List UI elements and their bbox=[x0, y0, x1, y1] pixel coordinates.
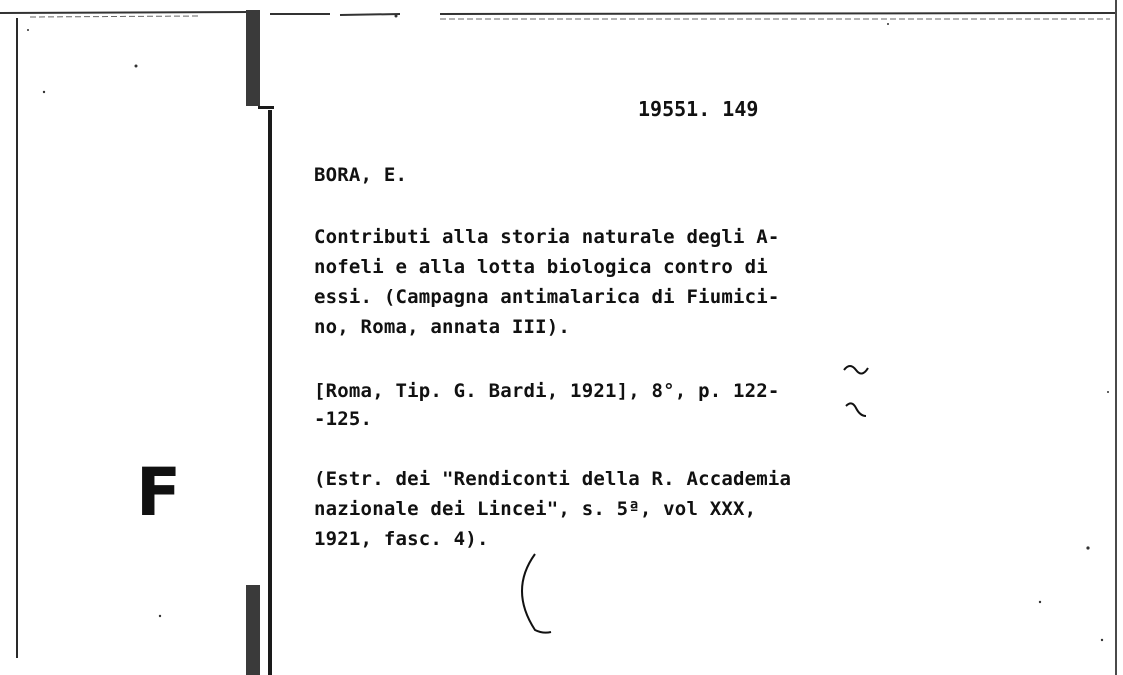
imprint-line-1: [Roma, Tip. G. Bardi, 1921], 8°, p. 122- bbox=[314, 380, 780, 402]
title-line-4: no, Roma, annata III). bbox=[314, 316, 571, 338]
title-line-1: Contributi alla storia naturale degli A- bbox=[314, 226, 780, 248]
title-line-3: essi. (Campagna antimalarica di Fiumici- bbox=[314, 286, 780, 308]
note-line-1: (Estr. dei "Rendiconti della R. Accademia bbox=[314, 468, 792, 490]
note-line-2: nazionale dei Lincei", s. 5ª, vol XXX, bbox=[314, 498, 757, 520]
note-line-3: 1921, fasc. 4). bbox=[314, 528, 489, 550]
file-drawer-letter: F bbox=[136, 454, 182, 531]
title-line-2: nofeli e alla lotta biologica contro di bbox=[314, 256, 768, 278]
author-line: BORA, E. bbox=[314, 164, 408, 186]
imprint-line-2: -125. bbox=[314, 408, 373, 430]
card-catalog-number: 19551. 149 bbox=[638, 97, 759, 121]
